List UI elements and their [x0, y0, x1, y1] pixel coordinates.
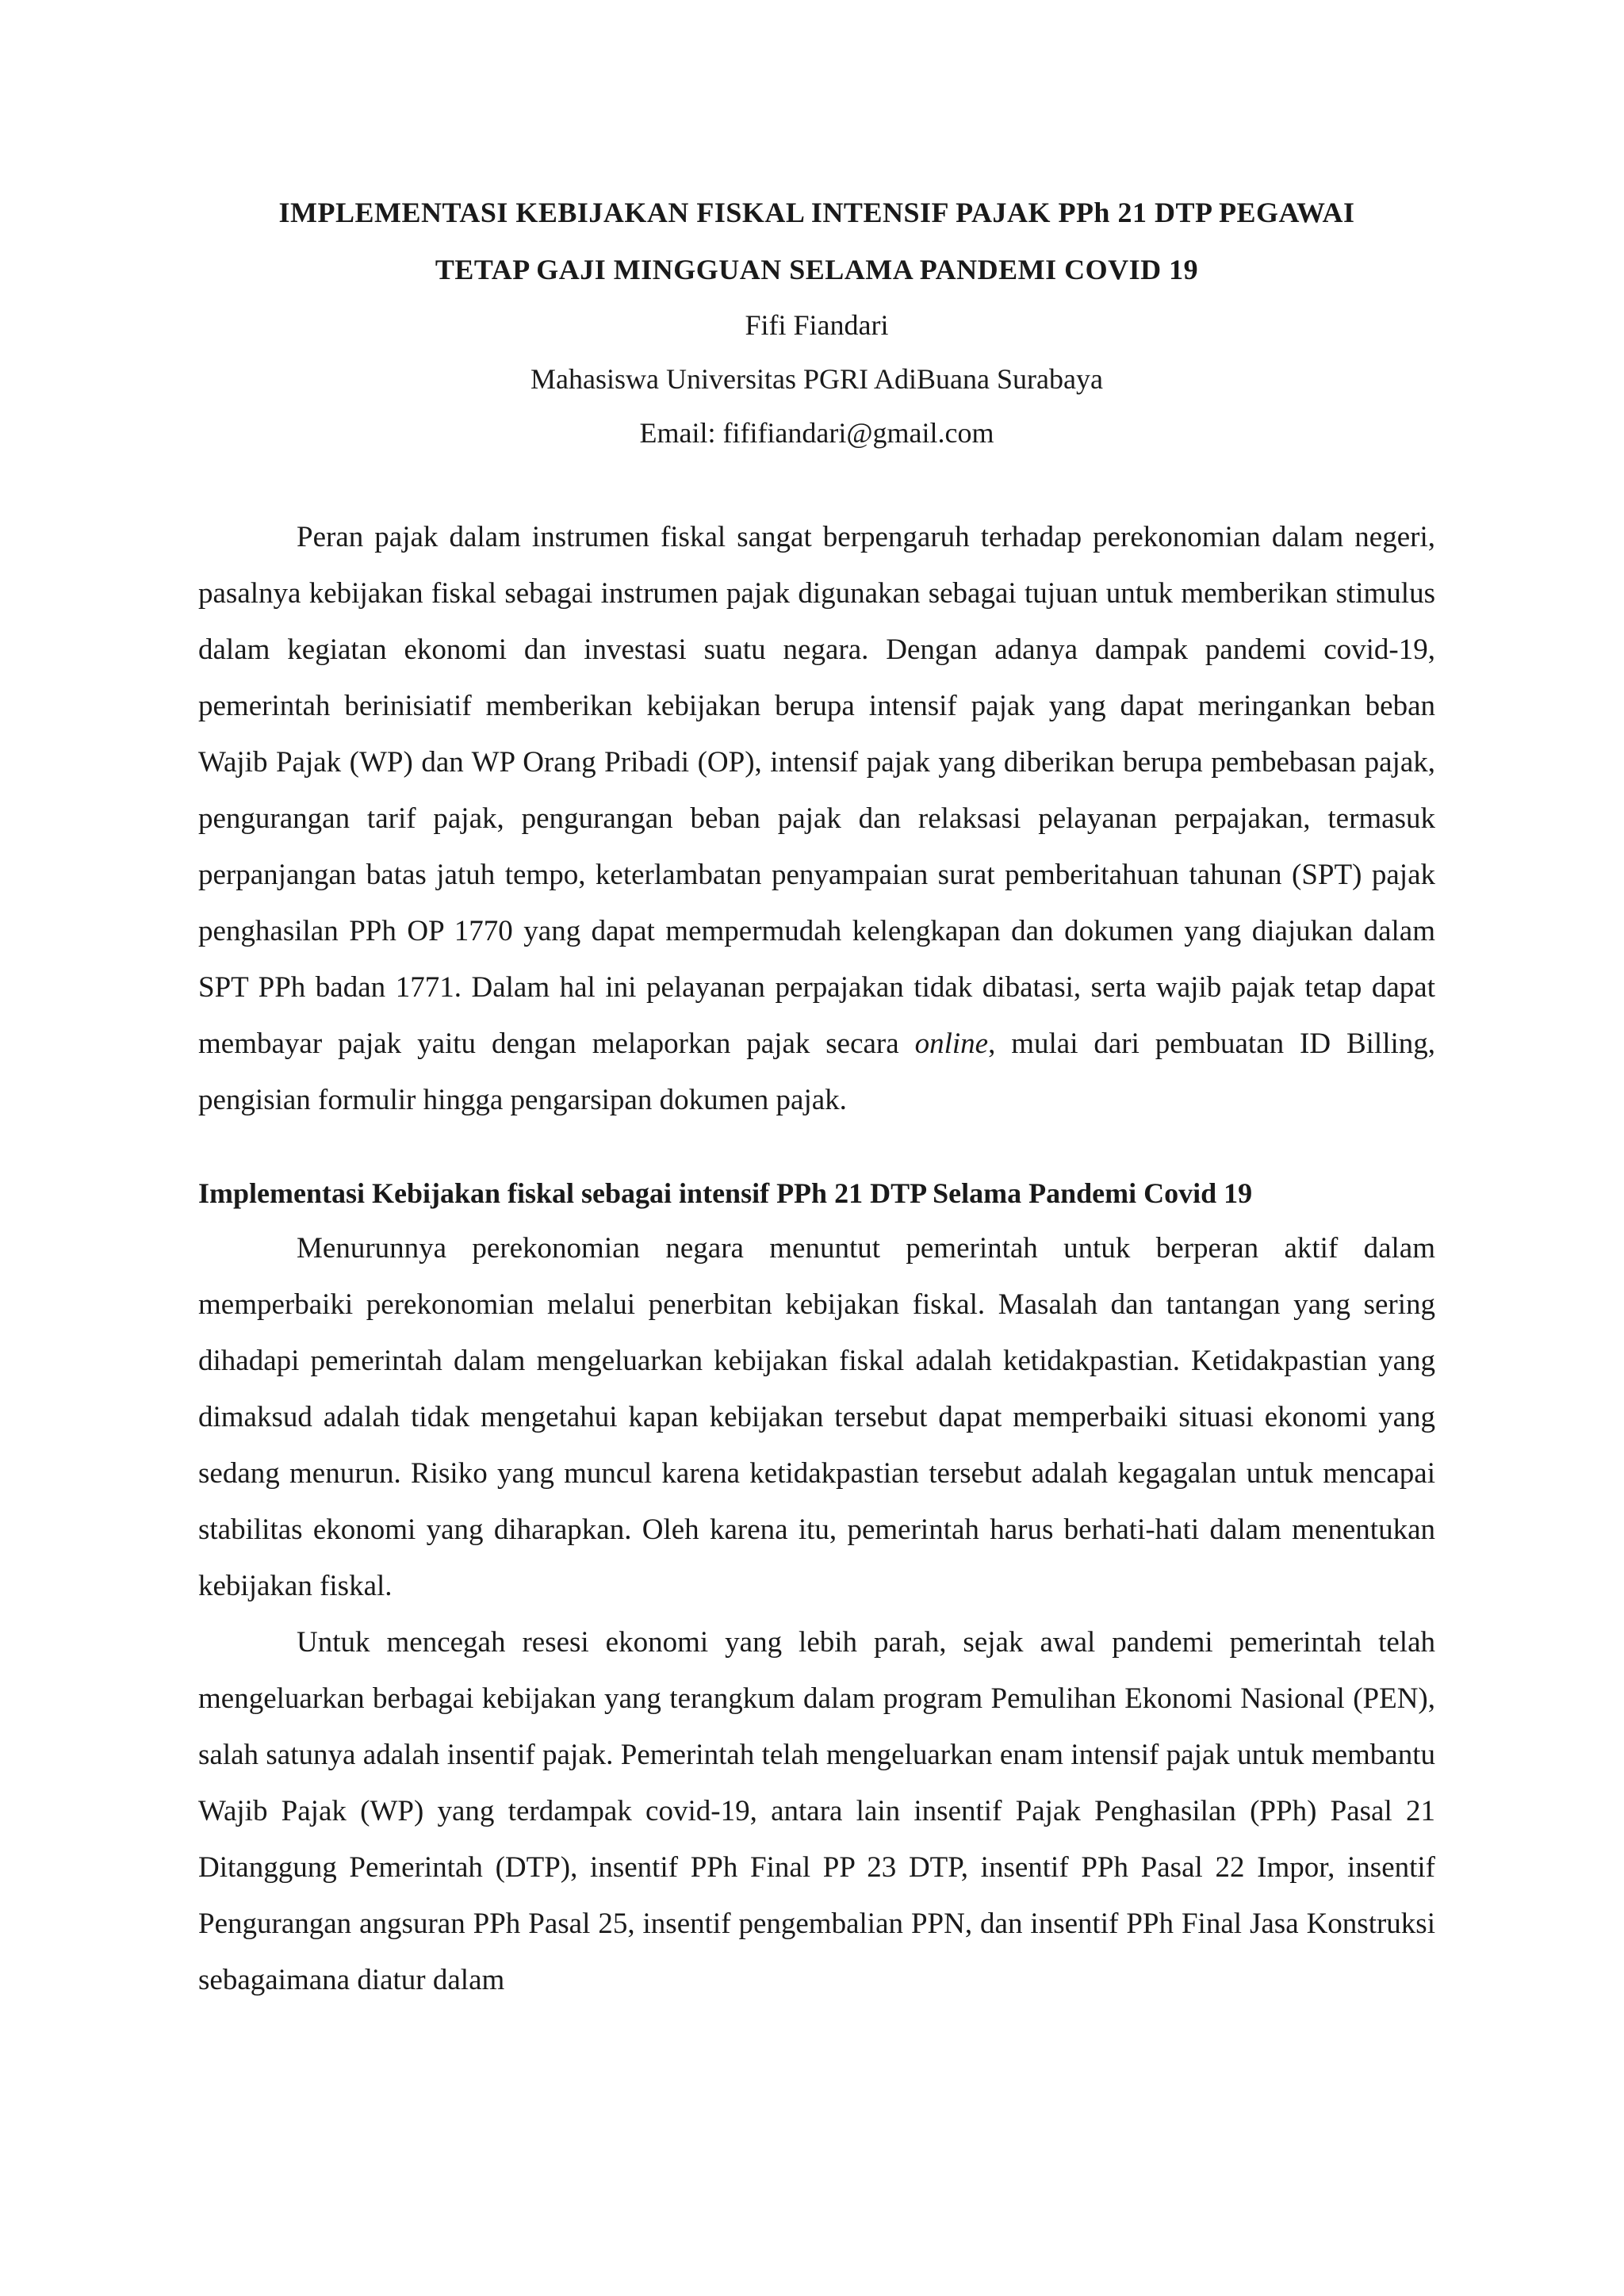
spacer [198, 460, 1435, 509]
intro-text-end: , mulai dari pembuatan ID Billing, pengisian formulir hingga pengarsipan dokumen pajak. [198, 1027, 1436, 1116]
title-line-2: TETAP GAJI MINGGUAN SELAMA PANDEMI COVID 19 [435, 254, 1199, 285]
author-email: Email: fififiandari@gmail.com [639, 417, 994, 449]
section-heading: Implementasi Kebijakan fiskal sebagai intensif PPh 21 DTP Selama Pandemi Covid 19 [198, 1177, 1253, 1209]
intro-paragraph [198, 509, 1435, 1128]
author-name: Fifi Fiandari [745, 309, 889, 341]
section-paragraph-2: Untuk mencegah resesi ekonomi yang lebih parah, sejak awal pandemi pemerintah telah mengeluarkan berbagai kebijakan yang terangkum dalam program Pemulihan Ekonomi Nasional (PEN), salah satunya adalah insentif pajak. Pemerintah telah mengeluarkan enam intensif pajak untuk membantu Wajib Pajak (WP) yang terdampak covid-19, antara lain insentif Pajak Penghasilan (PPh) Pasal 21 Ditanggung Pemerintah (DTP), insentif PPh Final PP 23 DTP, insentif PPh Pasal 22 Impor, insentif Pengurangan angsuran PPh Pasal 25, insentif pengembalian PPN, dan insentif PPh Final Jasa Konstruksi sebagaimana diatur dalam [198, 1626, 1435, 1996]
author-affiliation: Mahasiswa Universitas PGRI AdiBuana Surabaya [530, 363, 1103, 395]
document-page [198, 184, 1435, 2008]
intro-text-start: Peran pajak dalam instrumen fiskal sangat berpengaruh terhadap perekonomian dalam negeri, pasalnya kebijakan fiskal sebagai instrumen pajak digunakan sebagai tujuan untuk memberikan stimulus dalam kegiatan ekonomi dan investasi suatu negara. Dengan adanya dampak pandemi covid-19, pemerintah berinisiatif memberikan kebijakan berupa intensif pajak yang dapat meringankan beban Wajib Pajak (WP) dan WP Orang Pribadi (OP), intensif pajak yang diberikan berupa pembebasan pajak, pengurangan tarif pajak, pengurangan beban pajak dan relaksasi pelayanan perpajakan, termasuk perpanjangan batas jatuh tempo, keterlambatan penyampaian surat pemberitahuan tahunan (SPT) pajak penghasilan PPh OP 1770 yang dapat mempermudah kelengkapan dan dokumen yang diajukan dalam SPT PPh badan 1771. Dalam hal ini pelayanan perpajakan tidak dibatasi, serta wajib pajak tetap dapat membayar pajak yaitu dengan melaporkan pajak secara [198, 521, 1435, 1060]
spacer [198, 1128, 1435, 1166]
section-paragraph-1: Menurunnya perekonomian negara menuntut pemerintah untuk berperan aktif dalam memperbaiki perekonomian melalui penerbitan kebijakan fiskal. Masalah dan tantangan yang sering dihadapi pemerintah dalam mengeluarkan kebijakan fiskal adalah ketidakpastian. Ketidakpastian yang dimaksud adalah tidak mengetahui kapan kebijakan tersebut dapat memperbaiki situasi ekonomi yang sedang menurun. Risiko yang muncul karena ketidakpastian tersebut adalah kegagalan untuk mencapai stabilitas ekonomi yang diharapkan. Oleh karena itu, pemerintah harus berhati-hati dalam menentukan kebijakan fiskal. [198, 1232, 1435, 1602]
intro-italic-word: online [914, 1027, 989, 1060]
title-line-1: IMPLEMENTASI KEBIJAKAN FISKAL INTENSIF PAJAK PPh 21 DTP PEGAWAI [278, 197, 1355, 228]
